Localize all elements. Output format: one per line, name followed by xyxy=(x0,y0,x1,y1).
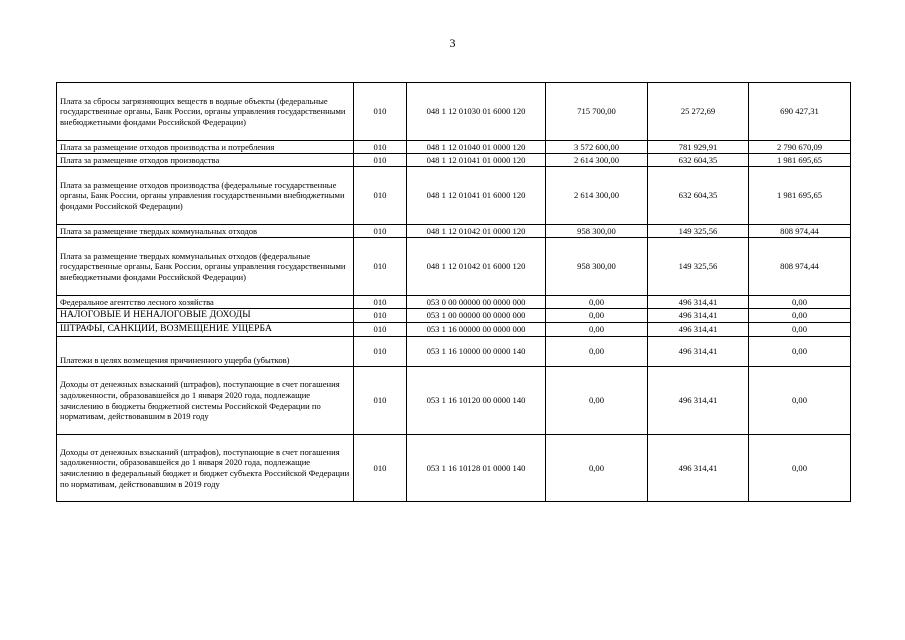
approved-amount: 2 614 300,00 xyxy=(546,167,648,225)
income-name: Плата за размещение твердых коммунальных отходов (федеральные государственные органы, Банк России, органы управления государственными внебюджетными фондами Российской Федерации) xyxy=(57,238,354,296)
budget-classification-code: 053 0 00 00000 00 0000 000 xyxy=(407,296,546,309)
unexecuted-amount: 2 790 670,09 xyxy=(749,141,851,154)
income-name: Платежи в целях возмещения причиненного ущерба (убытков) xyxy=(57,337,354,367)
executed-amount: 496 314,41 xyxy=(648,296,749,309)
line-code: 010 xyxy=(354,225,407,238)
income-name: Доходы от денежных взысканий (штрафов), поступающие в счет погашения задолженности, образовавшейся до 1 января 2020 года, подлежащие зачислению в федеральный бюджет и бюджет субъекта Российской Федерации по нормативам, действовавшим в 2019 году xyxy=(57,435,354,502)
table-row xyxy=(57,225,851,238)
table-row xyxy=(57,367,851,435)
unexecuted-amount: 0,00 xyxy=(749,323,851,337)
executed-amount: 632 604,35 xyxy=(648,154,749,167)
line-code: 010 xyxy=(354,141,407,154)
budget-classification-code: 048 1 12 01041 01 0000 120 xyxy=(407,154,546,167)
page-number: 3 xyxy=(449,36,456,50)
executed-amount: 496 314,41 xyxy=(648,435,749,502)
unexecuted-amount: 1 981 695,65 xyxy=(749,167,851,225)
table-row xyxy=(57,309,851,323)
line-code: 010 xyxy=(354,323,407,337)
table-row xyxy=(57,83,851,141)
line-code: 010 xyxy=(354,296,407,309)
budget-classification-code: 053 1 16 10128 01 0000 140 xyxy=(407,435,546,502)
line-code: 010 xyxy=(354,167,407,225)
table-row xyxy=(57,296,851,309)
line-code: 010 xyxy=(354,238,407,296)
line-code: 010 xyxy=(354,309,407,323)
executed-amount: 496 314,41 xyxy=(648,309,749,323)
budget-classification-code: 048 1 12 01040 01 0000 120 xyxy=(407,141,546,154)
approved-amount: 2 614 300,00 xyxy=(546,154,648,167)
income-name: Плата за размещение твердых коммунальных отходов xyxy=(57,225,354,238)
budget-classification-code: 053 1 16 10120 00 0000 140 xyxy=(407,367,546,435)
unexecuted-amount: 0,00 xyxy=(749,309,851,323)
executed-amount: 496 314,41 xyxy=(648,337,749,367)
unexecuted-amount: 808 974,44 xyxy=(749,225,851,238)
table-row xyxy=(57,323,851,337)
table-row xyxy=(57,337,851,367)
approved-amount: 0,00 xyxy=(546,309,648,323)
executed-amount: 25 272,69 xyxy=(648,83,749,141)
line-code: 010 xyxy=(354,367,407,435)
unexecuted-amount: 808 974,44 xyxy=(749,238,851,296)
budget-classification-code: 048 1 12 01042 01 0000 120 xyxy=(407,225,546,238)
table-row xyxy=(57,154,851,167)
approved-amount: 715 700,00 xyxy=(546,83,648,141)
table-row xyxy=(57,141,851,154)
budget-classification-code: 048 1 12 01041 01 6000 120 xyxy=(407,167,546,225)
table-row xyxy=(57,238,851,296)
executed-amount: 496 314,41 xyxy=(648,367,749,435)
income-name: ШТРАФЫ, САНКЦИИ, ВОЗМЕЩЕНИЕ УЩЕРБА xyxy=(57,323,354,337)
line-code: 010 xyxy=(354,154,407,167)
table-row xyxy=(57,435,851,502)
executed-amount: 496 314,41 xyxy=(648,323,749,337)
line-code: 010 xyxy=(354,337,407,367)
budget-classification-code: 053 1 16 00000 00 0000 000 xyxy=(407,323,546,337)
income-name: Плата за сбросы загрязняющих веществ в водные объекты (федеральные государственные органы, Банк России, органы управления государственными внебюджетными фондами Российской Федерации) xyxy=(57,83,354,141)
executed-amount: 149 325,56 xyxy=(648,225,749,238)
line-code: 010 xyxy=(354,83,407,141)
income-name: Федеральное агентство лесного хозяйства xyxy=(57,296,354,309)
income-name: Плата за размещение отходов производства и потребления xyxy=(57,141,354,154)
budget-classification-code: 048 1 12 01042 01 6000 120 xyxy=(407,238,546,296)
unexecuted-amount: 0,00 xyxy=(749,367,851,435)
income-name: Доходы от денежных взысканий (штрафов), поступающие в счет погашения задолженности, образовавшейся до 1 января 2020 года, подлежащие зачислению в бюджеты бюджетной системы Российской Федерации по нормативам, действовавшим в 2019 году xyxy=(57,367,354,435)
approved-amount: 0,00 xyxy=(546,337,648,367)
unexecuted-amount: 0,00 xyxy=(749,296,851,309)
executed-amount: 632 604,35 xyxy=(648,167,749,225)
line-code: 010 xyxy=(354,435,407,502)
unexecuted-amount: 690 427,31 xyxy=(749,83,851,141)
budget-classification-code: 053 1 00 00000 00 0000 000 xyxy=(407,309,546,323)
table-row xyxy=(57,167,851,225)
income-name: Плата за размещение отходов производства (федеральные государственные органы, Банк России, органы управления государственными внебюджетными фондами Российской Федерации) xyxy=(57,167,354,225)
approved-amount: 0,00 xyxy=(546,435,648,502)
approved-amount: 958 300,00 xyxy=(546,238,648,296)
approved-amount: 958 300,00 xyxy=(546,225,648,238)
approved-amount: 3 572 600,00 xyxy=(546,141,648,154)
unexecuted-amount: 0,00 xyxy=(749,337,851,367)
approved-amount: 0,00 xyxy=(546,296,648,309)
unexecuted-amount: 0,00 xyxy=(749,435,851,502)
revenue-table xyxy=(56,82,851,502)
budget-classification-code: 048 1 12 01030 01 6000 120 xyxy=(407,83,546,141)
budget-classification-code: 053 1 16 10000 00 0000 140 xyxy=(407,337,546,367)
income-name: НАЛОГОВЫЕ И НЕНАЛОГОВЫЕ ДОХОДЫ xyxy=(57,309,354,323)
executed-amount: 149 325,56 xyxy=(648,238,749,296)
unexecuted-amount: 1 981 695,65 xyxy=(749,154,851,167)
executed-amount: 781 929,91 xyxy=(648,141,749,154)
approved-amount: 0,00 xyxy=(546,367,648,435)
income-name: Плата за размещение отходов производства xyxy=(57,154,354,167)
approved-amount: 0,00 xyxy=(546,323,648,337)
